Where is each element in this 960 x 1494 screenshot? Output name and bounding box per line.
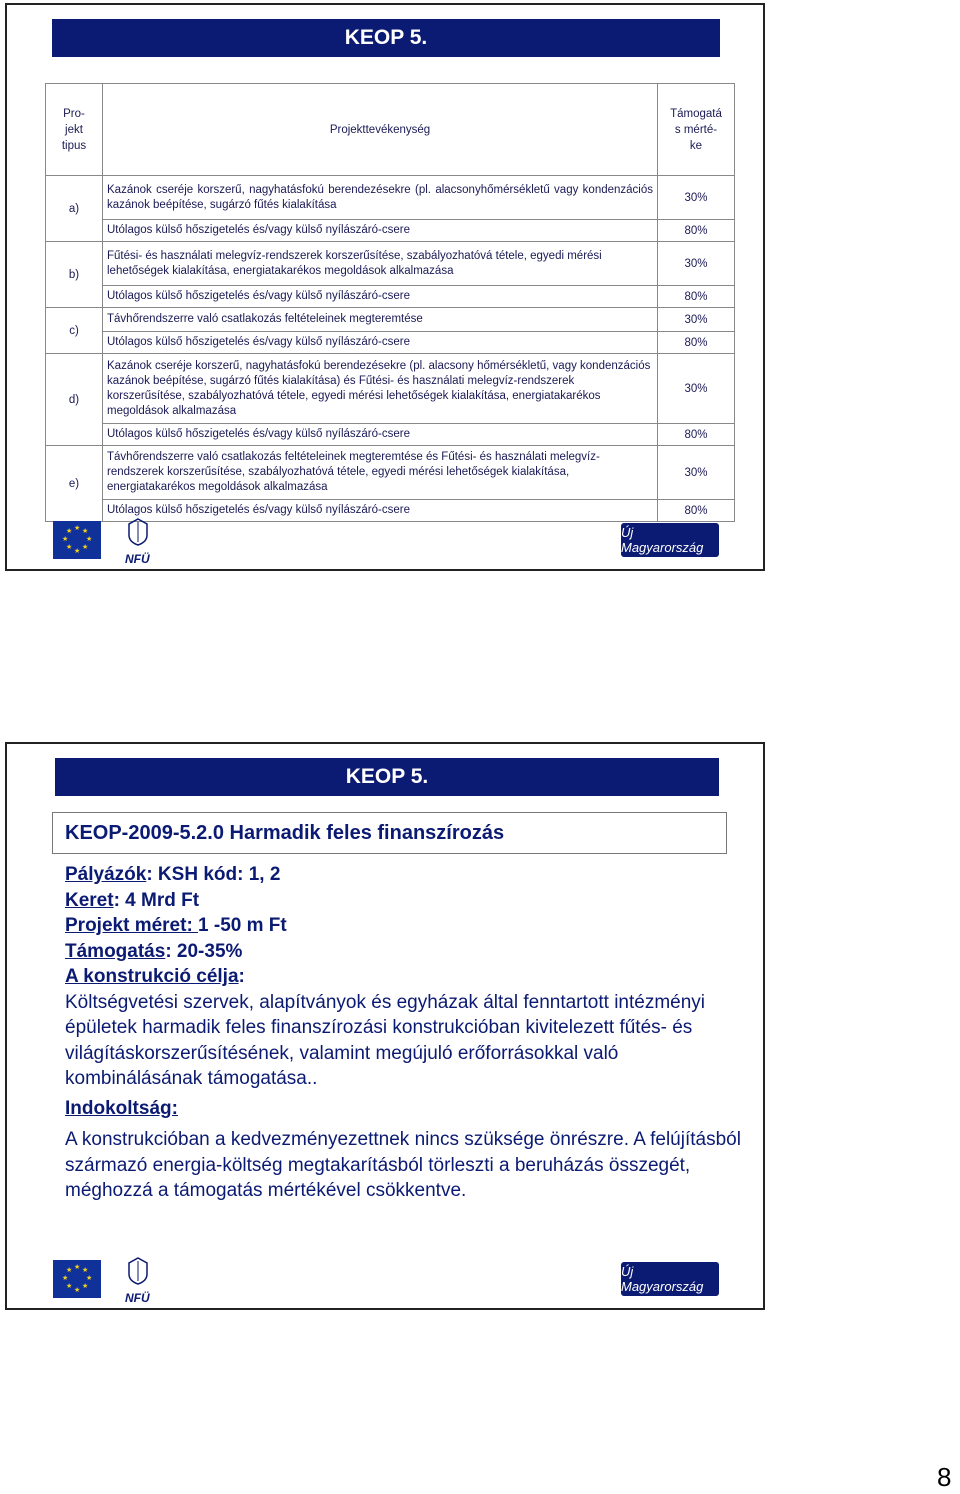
row-support-rate: 80%	[658, 286, 735, 308]
crest-icon	[125, 1256, 151, 1286]
table-header-row	[46, 84, 735, 176]
uj-magyarorszag-logo: Új Magyarország	[621, 1262, 719, 1296]
row-support-rate: 80%	[658, 220, 735, 242]
row-description: Távhőrendszerre való csatlakozás feltételeinek megteremtése	[103, 308, 658, 332]
slide-2	[5, 742, 765, 1310]
eu-flag-logo: ★ ★ ★ ★ ★ ★ ★ ★	[53, 1260, 101, 1298]
eu-flag-logo: ★ ★ ★ ★ ★ ★ ★ ★	[53, 521, 101, 559]
header-support-rate: Támogatá s mérté- ke	[658, 84, 735, 176]
slide-content	[65, 862, 745, 1204]
projekt-meret-value: 1 -50 m Ft	[198, 915, 287, 936]
row-description: Utólagos külső hőszigetelés és/vagy külső nyílászáró-csere	[103, 286, 658, 308]
row-support-rate: 30%	[658, 242, 735, 286]
konstrukcio-celja-line: A konstrukció célja:	[65, 966, 245, 987]
table-row	[46, 242, 735, 286]
keret-line	[65, 888, 745, 914]
nfu-logo	[125, 1256, 151, 1305]
tamogatas-value: : 20-35%	[165, 940, 243, 962]
row-description: Kazánok cseréje korszerű, nagyhatásfokú berendezésekre (pl. alacsony hőmérsékletű, vagy kondenzációs kazánok beépítése, sugárzó fűtés kialakítása) és Fűtési- és használati melegvíz-rendszerek korszerűsítése, szabályozhatóvá tétele, egyedi mérési lehetőségek kialakítása, energiatakarékos megoldások alkalmazása	[103, 354, 658, 424]
row-type: a)	[46, 176, 103, 242]
row-description: Utólagos külső hőszigetelés és/vagy külső nyílászáró-csere	[103, 332, 658, 354]
row-description: Fűtési- és használati melegvíz-rendszerek korszerűsítése, szabályozhatóvá tétele, egyedi mérési lehetőségek kialakítása, energiatakarékos megoldások alkalmazása	[103, 242, 658, 286]
konstrukcio-celja-label: A konstrukció célja	[65, 966, 239, 987]
table-row	[46, 354, 735, 424]
tamogatas-line	[65, 939, 745, 965]
row-support-rate: 80%	[658, 332, 735, 354]
uj-magyarorszag-logo: Új Magyarország	[621, 523, 719, 557]
slide-subtitle: KEOP-2009-5.2.0 Harmadik feles finanszírozás	[52, 812, 727, 854]
row-description: Utólagos külső hőszigetelés és/vagy külső nyílászáró-csere	[103, 424, 658, 446]
project-table	[45, 83, 735, 522]
nfu-logo-text: NFÜ	[125, 1291, 150, 1305]
tamogatas-label: Támogatás	[65, 940, 166, 962]
projekt-meret-label: Projekt méret:	[65, 915, 199, 936]
slide-title: KEOP 5.	[52, 19, 720, 57]
row-description: Utólagos külső hőszigetelés és/vagy külső nyílászáró-csere	[103, 220, 658, 242]
header-activity: Projekttevékenység	[103, 84, 658, 176]
row-type: d)	[46, 354, 103, 446]
row-support-rate: 80%	[658, 500, 735, 522]
row-support-rate: 30%	[658, 308, 735, 332]
slide-title: KEOP 5.	[55, 758, 719, 796]
projekt-meret-line	[65, 913, 745, 939]
indokoltsag-label: Indokoltság:	[65, 1097, 178, 1119]
palyazok-label: Pályázók	[65, 864, 147, 885]
row-type: b)	[46, 242, 103, 308]
row-support-rate: 80%	[658, 424, 735, 446]
table-row	[46, 308, 735, 332]
table-row	[46, 446, 735, 500]
row-support-rate: 30%	[658, 354, 735, 424]
row-type: c)	[46, 308, 103, 354]
palyazok-value: : KSH kód: 1, 2	[146, 864, 281, 885]
nfu-logo	[125, 517, 151, 566]
table-row	[46, 220, 735, 242]
row-type: e)	[46, 446, 103, 522]
crest-icon	[125, 517, 151, 547]
nfu-logo-text: NFÜ	[125, 552, 150, 566]
konstrukcio-celja-text: Költségvetési szervek, alapítványok és egyházak által fenntartott intézményi épületek harmadik feles finanszírozási konstrukcióban kivitelezett fűtés- és világításkorszerűsítésének, valamint megújuló erőforrásokkal való kombinálásának támogatása..	[65, 991, 706, 1089]
row-description: Utólagos külső hőszigetelés és/vagy külső nyílászáró-csere	[103, 500, 658, 522]
row-description: Távhőrendszerre való csatlakozás feltételeinek megteremtése és Fűtési- és használati melegvíz-rendszerek korszerűsítése, szabályozhatóvá tétele, egyedi mérési lehetőségek kialakítása, energiatakarékos megoldások alkalmazása	[103, 446, 658, 500]
slide-1	[5, 3, 765, 571]
table-row	[46, 286, 735, 308]
row-description: Kazánok cseréje korszerű, nagyhatásfokú berendezésekre (pl. alacsonyhőmérsékletű vagy kondenzációs kazánok beépítése, sugárzó fűtés kialakítása	[103, 176, 658, 220]
table-row	[46, 424, 735, 446]
table-row	[46, 332, 735, 354]
palyazok-line	[65, 862, 745, 888]
table-row	[46, 176, 735, 220]
header-project-type: Pro- jekt tipus	[46, 84, 103, 176]
row-support-rate: 30%	[658, 446, 735, 500]
page-number: 8	[937, 1462, 952, 1492]
indokoltsag-text: A konstrukcióban a kedvezményezettnek nincs szüksége önrészre. A felújításból származó energia-költség megtakarításból törleszti a beruházás összegét, méghozzá a támogatás mértékével csökkentve.	[65, 1129, 741, 1201]
keret-value: : 4 Mrd Ft	[113, 889, 200, 911]
row-support-rate: 30%	[658, 176, 735, 220]
keret-label: Keret	[65, 889, 114, 911]
